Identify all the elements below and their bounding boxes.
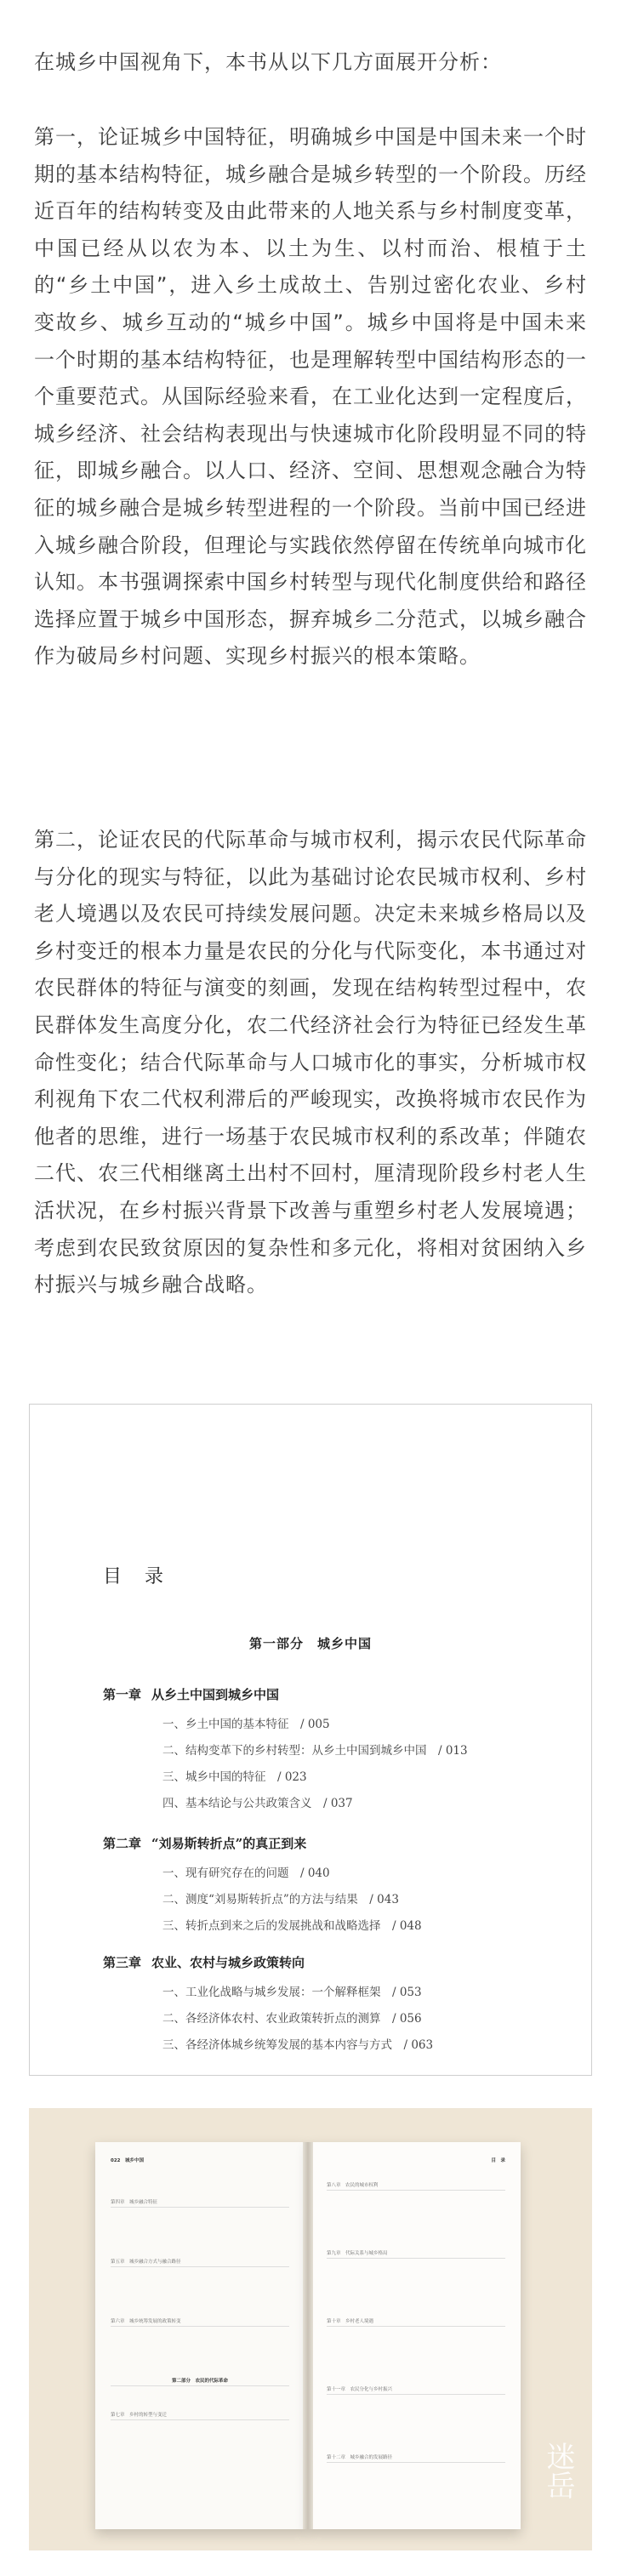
chapter-title: 农业、农村与城乡政策转向: [151, 1955, 305, 1970]
page-header: 目 录: [491, 2158, 505, 2163]
toc-chapter: [103, 1685, 579, 1817]
toc-entry: 三、城乡中国的特征 / 023: [162, 1770, 307, 1784]
table-of-contents-image: [29, 1404, 592, 2076]
book-spine: [303, 2142, 313, 2529]
paragraph-first-point: 第一，论证城乡中国特征，明确城乡中国是中国未来一个时期的基本结构特征，城乡融合是城乡转型的一个阶段。历经近百年的结构转变及由此带来的人地关系与乡村制度变革，中国已经从以农为本、以土为生、以村而治、根植于土的“乡土中国”，进入乡土成故土、告别过密化农业、乡村变故乡、城乡互动的“城乡中国”。城乡中国将是中国未来一个时期的基本结构特征，也是理解转型中国结构形态的一个重要范式。从国际经验来看，在工业化达到一定程度后，城乡经济、社会结构表现出与快速城市化阶段明显不同的特征，即城乡融合。以人口、经济、空间、思想观念融合为特征的城乡融合是城乡转型进程的一个阶段。当前中国已经进入城乡融合阶段，但理论与实践依然停留在传统单向城市化认知。本书强调探索中国乡村转型与现代化制度供给和路径选择应置于城乡中国形态，摒弃城乡二分范式，以城乡融合作为破局乡村问题、实现乡村振兴的根本策略。: [34, 125, 587, 669]
mini-entry: 第六章 城乡统筹发展的政策转变: [111, 2318, 289, 2327]
chapter-number: 第三章: [103, 1955, 142, 1970]
mini-entry: 第十一章 农民分化与乡村振兴: [327, 2386, 505, 2395]
chapter-number: 第二章: [103, 1836, 142, 1851]
mini-entry: 第十章 乡村老人境遇: [327, 2318, 505, 2327]
toc-entry: 一、工业化战略与城乡发展：一个解释框架 / 053: [162, 1986, 422, 1999]
chapter-number: 第一章: [103, 1687, 142, 1702]
toc-entry: 四、基本结论与公共政策含义 / 037: [162, 1797, 353, 1810]
toc-entry: 二、各经济体农村、农业政策转折点的测算 / 056: [162, 2012, 422, 2026]
toc-chapter: [103, 1834, 579, 1940]
toc-entry: 二、测度“刘易斯转折点”的方法与结果 / 043: [162, 1893, 399, 1906]
mini-entry: 第七章 乡村的转型与变迁: [111, 2412, 289, 2420]
book-left-page: [95, 2142, 308, 2529]
toc-entry: 三、转折点到来之后的发展挑战和战略选择 / 048: [162, 1919, 422, 1933]
intro-text: 在城乡中国视角下，本书从以下几方面展开分析：: [34, 50, 502, 74]
watermark-seal: 迷岳: [541, 2442, 575, 2499]
toc-part-title: 第一部分 城乡中国: [248, 1636, 372, 1651]
mini-entry: 第九章 代际关系与城乡格局: [327, 2250, 505, 2259]
mini-entry: 第四章 城乡融合特征: [111, 2199, 289, 2208]
mini-entry: 第五章 城乡融合方式与融合路径: [111, 2259, 289, 2267]
toc-entry: 一、乡土中国的基本特征 / 005: [162, 1718, 330, 1731]
open-book: [95, 2134, 521, 2533]
chapter-title: “刘易斯转折点”的真正到来: [151, 1836, 307, 1851]
book-right-page: [308, 2142, 521, 2529]
toc-entry: 二、结构变革下的乡村转型：从乡土中国到城乡中国 / 013: [162, 1744, 468, 1758]
toc-entry: 一、现有研究存在的问题 / 040: [162, 1866, 330, 1880]
mini-entry: 第八章 农民的城市权利: [327, 2182, 505, 2191]
mini-entry: 第十二章 城乡融合的发展路径: [327, 2454, 505, 2463]
chapter-title: 从乡土中国到城乡中国: [151, 1687, 280, 1702]
toc-entry: 三、各经济体城乡统筹发展的基本内容与方式 / 063: [162, 2038, 434, 2052]
left-page-toc: [111, 2157, 289, 2422]
paragraph-second-point: 第二，论证农民的代际革命与城市权利，揭示农民代际革命与分化的现实与特征，以此为基础讨论农民城市权利、乡村老人境遇以及农民可持续发展问题。决定未来城乡格局以及乡村变迁的根本力量是农民的分化与代际变化，本书通过对农民群体的特征与演变的刻画，发现在结构转型过程中，农民群体发生高度分化，农二代经济社会行为特征已经发生革命性变化；结合代际革命与人口城市化的事实，分析城市权利视角下农二代权利滞后的严峻现实，改换将城市农民作为他者的思维，进行一场基于农民城市权利的系改革；伴随农二代、农三代相继离土出村不回村，厘清现阶段乡村老人生活状况，在乡村振兴背景下改善与重塑乡村老人发展境遇；考虑到农民致贫原因的复杂性和多元化，将相对贫困纳入乡村振兴与城乡融合战略。: [34, 828, 587, 1297]
page-header: 022 城乡中国: [111, 2158, 144, 2163]
mini-entry: 第二部分 农民的代际革命: [111, 2378, 289, 2386]
right-page-toc: [327, 2157, 505, 2465]
toc-title: 目 录: [103, 1566, 172, 1587]
open-book-photo: [29, 2108, 592, 2550]
toc-chapter: [103, 1953, 579, 2059]
